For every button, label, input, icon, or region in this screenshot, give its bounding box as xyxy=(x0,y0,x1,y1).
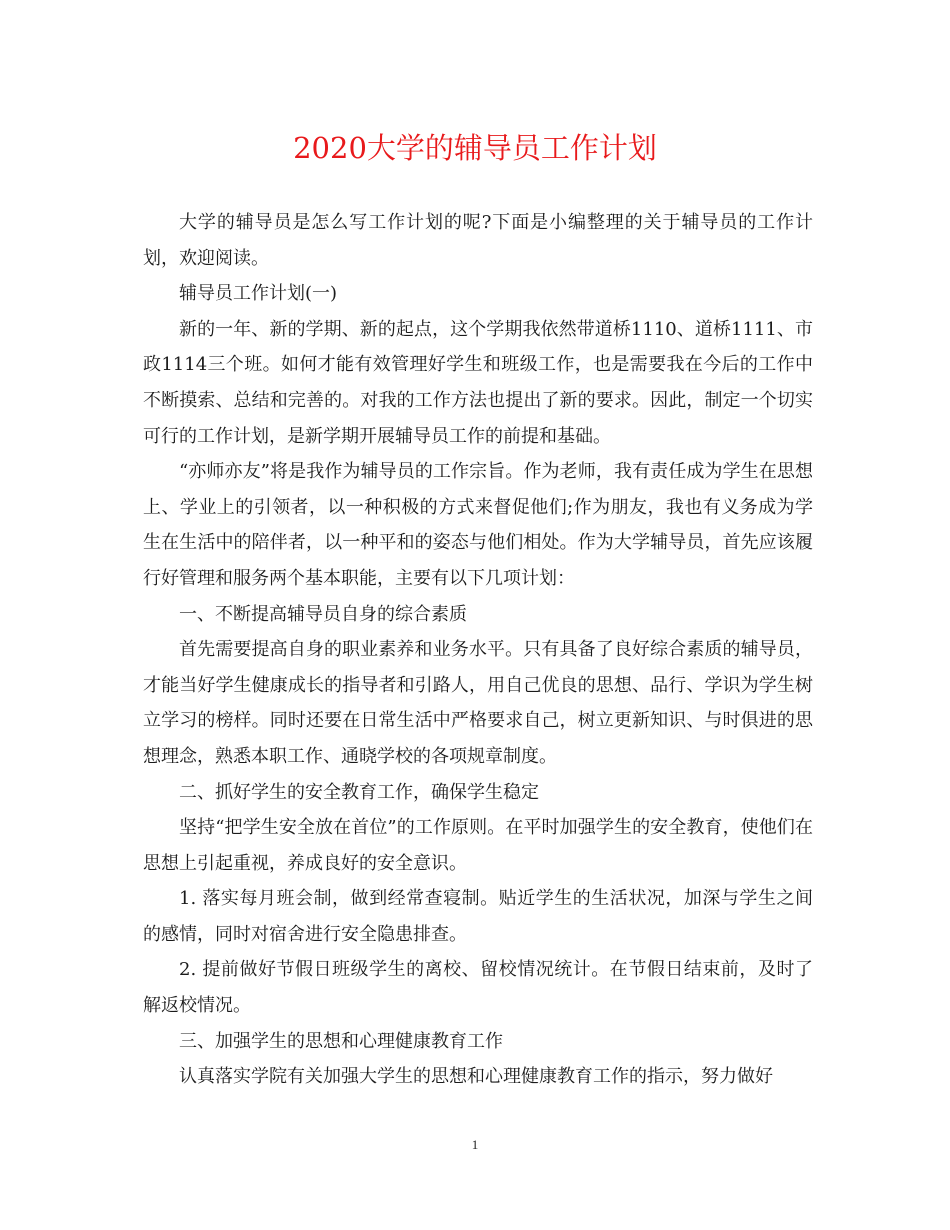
section-heading-1: 一、不断提高辅导员自身的综合素质 xyxy=(179,603,467,625)
document-body xyxy=(143,205,813,1095)
paragraph-mental-health: 认真落实学院有关加强大学生的思想和心理健康教育工作的指示，努力做好 xyxy=(179,1066,773,1088)
intro-paragraph: 大学的辅导员是怎么写工作计划的呢?下面是小编整理的关于辅导员的工作计划，欢迎阅读。 xyxy=(143,212,813,269)
section-heading-3: 三、加强学生的思想和心理健康教育工作 xyxy=(179,1030,503,1052)
list-item-2: 2. 提前做好节假日班级学生的离校、留校情况统计。在节假日结束前，及时了解返校情况。 xyxy=(143,959,813,1017)
paragraph-new-semester: 新的一年、新的学期、新的起点，这个学期我依然带道桥1110、道桥1111、市政1114三个班。如何才能有效管理好学生和班级工作，也是需要我在今后的工作中不断摸索、总结和完善的。对我的工作方法也提出了新的要求。因此，制定一个切实可行的工作计划，是新学期开展辅导员工作的前提和基础。 xyxy=(143,318,813,447)
list-item-1: 1. 落实每月班会制，做到经常查寝制。贴近学生的生活状况，加深与学生之间的感情，同时对宿舍进行安全隐患排查。 xyxy=(143,888,813,945)
section-heading-plan-one: 辅导员工作计划(一) xyxy=(179,283,338,305)
section-heading-2: 二、抓好学生的安全教育工作，确保学生稳定 xyxy=(179,781,539,803)
paragraph-work-principle: “亦师亦友”将是我作为辅导员的工作宗旨。作为老师，我有责任成为学生在思想上、学业上的引领者，以一种积极的方式来督促他们;作为朋友，我也有义务成为学生在生活中的陪伴者，以一种平和的姿态与他们相处。作为大学辅导员，首先应该履行好管理和服务两个基本职能，主要有以下几项计划： xyxy=(143,461,813,589)
document-title: 2020大学的辅导员工作计划 xyxy=(293,131,657,165)
paragraph-quality: 首先需要提高自身的职业素养和业务水平。只有具备了良好综合素质的辅导员，才能当好学生健康成长的指导者和引路人，用自己优良的思想、品行、学识为学生树立学习的榜样。同时还要在日常生活中严格要求自己，树立更新知识、与时俱进的思想理念，熟悉本职工作、通晓学校的各项规章制度。 xyxy=(143,639,813,767)
page-number: 1 xyxy=(471,1137,479,1152)
paragraph-safety: 坚持“把学生安全放在首位”的工作原则。在平时加强学生的安全教育，使他们在思想上引起重视，养成良好的安全意识。 xyxy=(143,817,813,874)
